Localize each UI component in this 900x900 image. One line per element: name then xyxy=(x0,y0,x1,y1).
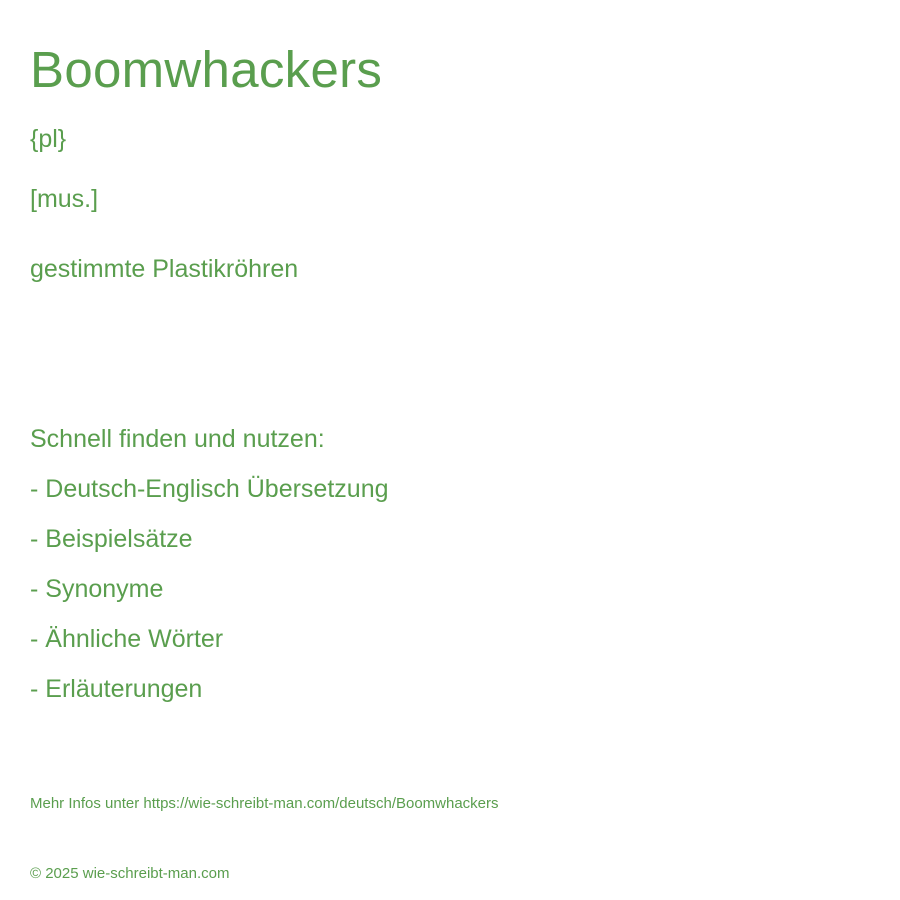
feature-item-explanations: - Erläuterungen xyxy=(30,675,203,703)
grammar-label: {pl} xyxy=(30,125,67,153)
feature-item-translation: - Deutsch-Englisch Übersetzung xyxy=(30,475,389,503)
features-heading: Schnell finden und nutzen: xyxy=(30,425,325,453)
translation-text: gestimmte Plastikröhren xyxy=(30,255,299,283)
feature-item-similar-words: - Ähnliche Wörter xyxy=(30,625,224,653)
feature-item-synonyms: - Synonyme xyxy=(30,575,164,603)
domain-label: [mus.] xyxy=(30,185,99,213)
more-info-text: Mehr Infos unter https://wie-schreibt-man.com/deutsch/Boomwhackers xyxy=(30,795,499,812)
copyright-text: © 2025 wie-schreibt-man.com xyxy=(30,865,230,882)
page-title: Boomwhackers xyxy=(30,41,383,98)
feature-item-examples: - Beispielsätze xyxy=(30,525,193,553)
